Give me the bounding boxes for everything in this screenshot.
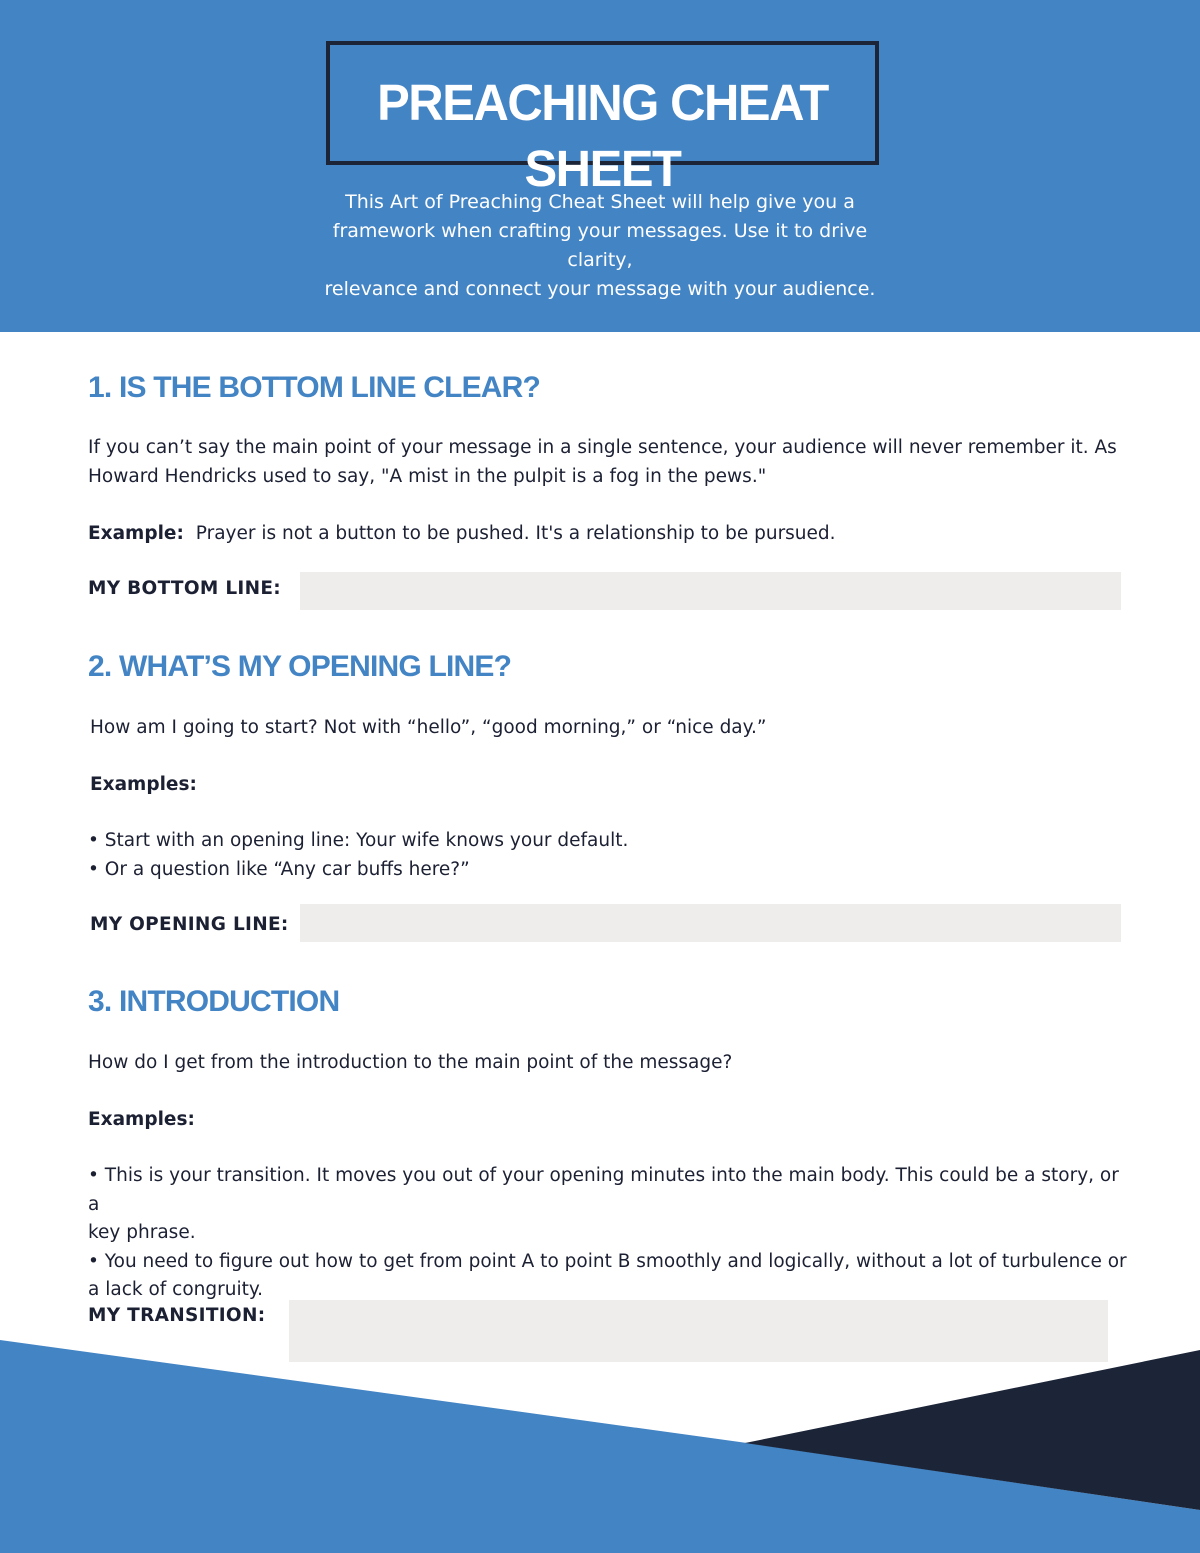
section-1-title: 1. IS THE BOTTOM LINE CLEAR? [88, 371, 541, 404]
section-3-description: How do I get from the introduction to the main point of the message? [88, 1052, 733, 1073]
list-item-continued: a lack of congruity. [88, 1279, 264, 1300]
intro-line-3: relevance and connect your message with your audience. [324, 278, 876, 300]
list-item: • Or a question like “Any car buffs here?” [88, 858, 470, 880]
section-1-line-2: Howard Hendricks used to say, "A mist in the pulpit is a fog in the pews." [88, 465, 767, 487]
intro-line-2: framework when crafting your messages. Use it to drive clarity, [332, 220, 868, 271]
bottom-line-field[interactable] [300, 572, 1121, 610]
opening-line-field[interactable] [300, 904, 1121, 942]
section-1-example [88, 520, 1128, 549]
section-2-title: 2. WHAT’S MY OPENING LINE? [88, 650, 512, 683]
opening-line-label: MY OPENING LINE: [90, 914, 289, 935]
section-3-title: 3. INTRODUCTION [88, 985, 340, 1018]
list-item: • You need to figure out how to get from point A to point B smoothly and logically, without a lot of turbulence or [88, 1250, 1127, 1272]
page-title: PREACHING CHEAT SHEET [377, 74, 828, 197]
section-3-examples-list [88, 1162, 1128, 1305]
section-2-description: How am I going to start? Not with “hello”, “good morning,” or “nice day.” [90, 717, 767, 738]
intro-line-1: This Art of Preaching Cheat Sheet will help give you a [345, 191, 855, 213]
section-1-description [88, 434, 1128, 491]
list-item: • Start with an opening line: Your wife knows your default. [88, 830, 629, 851]
example-label: Example: [88, 523, 184, 544]
intro-text [300, 188, 900, 304]
section-3-examples-label: Examples: [88, 1109, 195, 1130]
example-text: Prayer is not a button to be pushed. It's a relationship to be pursued. [195, 523, 836, 544]
section-1-line-1: If you can’t say the main point of your message in a single sentence, your audience will never remember it. As [88, 437, 1117, 458]
list-item: • This is your transition. It moves you out of your opening minutes into the main body. This could be a story, or a [88, 1165, 1119, 1215]
section-2-examples-list [88, 827, 1128, 884]
transition-label: MY TRANSITION: [88, 1305, 266, 1326]
list-item-continued: key phrase. [88, 1222, 196, 1243]
section-2-examples-label: Examples: [90, 774, 197, 795]
footer-decoration [0, 1330, 1200, 1553]
bottom-line-label: MY BOTTOM LINE: [88, 578, 282, 599]
header-banner [0, 0, 1200, 332]
